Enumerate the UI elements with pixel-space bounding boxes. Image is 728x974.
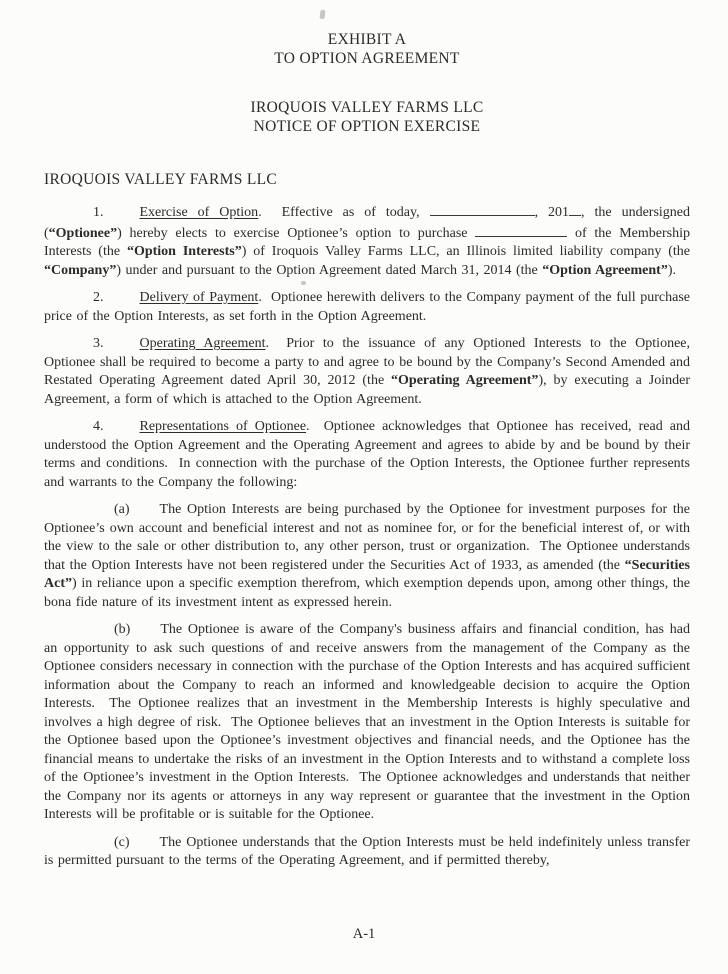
label-gap	[104, 300, 140, 301]
paragraph-3	[44, 335, 695, 409]
paragraph-label: 2.	[93, 290, 104, 305]
text-run: The Option Interests are being purchased by the Optionee for investment purposes for the Optionee’s own account and beneficial interest and not as nominee for, or for the beneficial interest of, or with the view to the sale or other distribution to, any other person, trust or organization. The Optionee understands that the Option Interests have not been registered under the Securities Act of 1933, as amended (the	[44, 502, 695, 573]
addressee-line: IROQUOIS VALLEY FARMS LLC	[44, 171, 277, 188]
label-gap	[104, 429, 140, 430]
first-line-indent	[44, 512, 114, 513]
first-line-indent	[44, 346, 93, 347]
first-line-indent	[44, 632, 114, 633]
defined-term: “Option Interests”	[126, 244, 242, 259]
text-run: The Optionee understands that the Option Interests must be held indefinitely unless transfer is permitted pursuant to the terms of the Operating Agreement, and if permitted thereby,	[44, 834, 695, 868]
paragraph-2	[44, 289, 695, 326]
notice-title: NOTICE OF OPTION EXERCISE	[253, 118, 481, 135]
paragraph-label: (b)	[114, 622, 131, 637]
text-run: ) of Iroquois Valley Farms LLC, an Illinois limited liability company (the	[241, 244, 695, 259]
scan-artifact	[319, 10, 325, 20]
fill-in-blank[interactable]	[475, 223, 567, 237]
label-gap	[104, 215, 140, 216]
text-run: ) under and pursuant to the Option Agreement dated March 31, 2014 (the	[116, 262, 543, 278]
paragraph-a	[44, 501, 695, 612]
text-run: , 201	[534, 205, 570, 220]
company-name-title: IROQUOIS VALLEY FARMS LLC	[250, 99, 484, 116]
paragraph-label: 4.	[93, 419, 104, 434]
text-run: , the undersigned (	[44, 205, 695, 241]
paragraph-b	[44, 621, 695, 825]
text-run: ) in reliance upon a specific exemption therefrom, which exemption depends upon, among other things, the bona fide nature of its investment intent as expressed herein.	[44, 576, 695, 610]
label-gap	[104, 346, 140, 347]
fill-in-blank[interactable]	[430, 202, 535, 216]
defined-term: “Operating Agreement”	[391, 373, 539, 388]
paragraph-heading: Representations of Optionee	[139, 419, 307, 434]
paragraph-heading: Operating Agreement	[139, 336, 266, 351]
first-line-indent	[44, 429, 93, 430]
text-run: . Optionee acknowledges that Optionee has received, read and understood the Option Agreement and the Operating Agreement and agrees to abide by and be bound by their terms and conditions. In connection with the purchase of the Option Interests, the Optionee further represents and warrants to the Company the following:	[44, 419, 695, 490]
first-line-indent	[44, 300, 93, 301]
text-run: ) hereby elects to exercise Optionee’s option to purchase	[117, 225, 476, 241]
defined-term: “Company”	[44, 262, 117, 278]
paragraph-label: (c)	[114, 834, 130, 850]
exhibit-title-line1: EXHIBIT A	[327, 31, 407, 48]
first-line-indent	[44, 845, 114, 846]
paragraph-1	[44, 202, 695, 280]
scan-artifact	[301, 281, 306, 285]
paragraph-heading: Exercise of Option	[139, 205, 259, 220]
paragraph-c	[44, 834, 695, 871]
fill-in-blank[interactable]	[569, 202, 581, 216]
label-gap	[130, 845, 160, 846]
paragraph-label: (a)	[114, 502, 130, 517]
text-run: . Prior to the issuance of any Optioned Interests to the Optionee, Optionee shall be required to become a party to and agree to be bound by the Company’s Second Amended and Restated Operating Agreement dated April 30, 2012 (the	[44, 336, 695, 388]
paragraph-label: 3.	[93, 336, 104, 351]
first-line-indent	[44, 215, 93, 216]
text-run: . Effective as of today,	[258, 205, 430, 220]
paragraph-label: 1.	[93, 205, 104, 220]
page-number: A-1	[352, 926, 376, 942]
defined-term: “Option Agreement”	[542, 262, 668, 278]
paragraph-4	[44, 418, 695, 492]
notice-heading	[44, 98, 690, 136]
paragraphs-container	[44, 202, 695, 871]
exhibit-heading	[44, 30, 690, 68]
text-run: ).	[667, 262, 676, 278]
text-run: The Optionee is aware of the Company's business affairs and financial condition, has had an opportunity to ask such questions of and receive answers from the management of the Company as the Optionee considers necessary in connection with the purchase of the Option Interests and has acquired sufficient information about the Company to reach an informed and knowledgeable decision to acquire the Option Interests. The Optionee realizes that an investment in the Membership Interests is highly speculative and involves a high degree of risk. The Optionee believes that an investment in the Option Interests is suitable for the Optionee based upon the Optionee’s investment objectives and financial needs, and the Optionee has the financial means to undertake the risks of an investment in the Option Interests and to withstand a complete loss of the Optionee’s investment in the Option Interests. The Optionee acknowledges and understands that neither the Company nor its agents or attorneys in any way represent or guarantee that the investment in the Option Interests will be profitable or is suitable for the Optionee.	[44, 622, 695, 822]
paragraph-heading: Delivery of Payment	[139, 290, 259, 305]
label-gap	[130, 512, 160, 513]
defined-term: “Optionee”	[48, 225, 118, 241]
text-run: . Optionee herewith delivers to the Company payment of the full purchase price of the Option Interests, as set forth in the Option Agreement.	[44, 290, 695, 324]
defined-term: “Securities Act”	[44, 557, 694, 591]
label-gap	[130, 632, 160, 633]
text-run: of the Membership Interests (the	[44, 225, 695, 259]
text-run: ), by executing a Joinder Agreement, a form of which is attached to the Option Agreement.	[44, 373, 694, 407]
exhibit-title-line2: TO OPTION AGREEMENT	[274, 50, 460, 67]
